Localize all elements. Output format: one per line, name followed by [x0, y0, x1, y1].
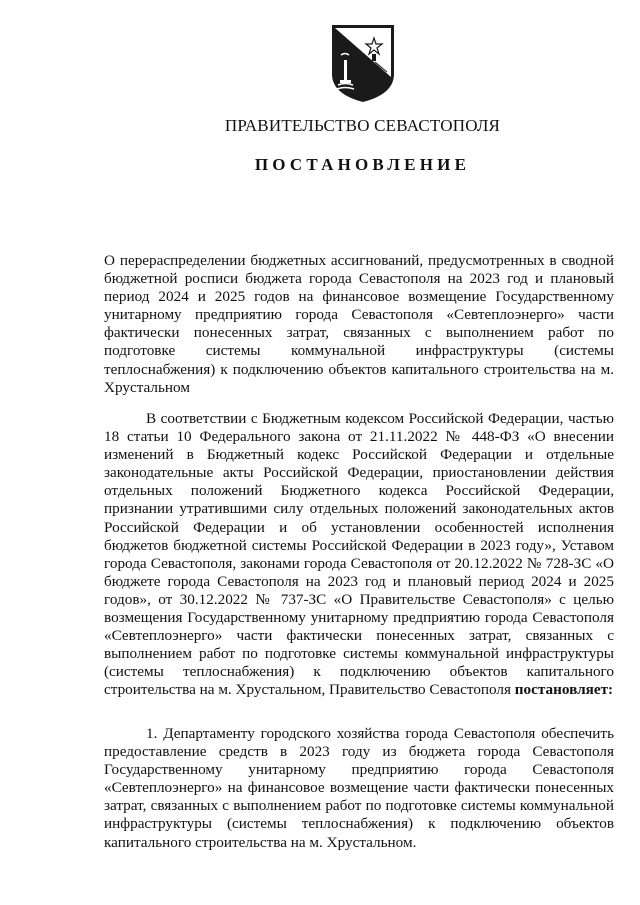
- preamble-text: В соответствии с Бюджетным кодексом Российской Федерации, частью 18 статьи 10 Федерального закона от 21.11.2022 № 448-ФЗ «О внесении изменений в Бюджетный кодекс Российской Федерации и отдельные законодательные акты Российской Федерации, приостановлении действия отдельных положений Бюджетного кодекса Российской Федерации, признании утратившими силу отдельных положений законодательных актов Российской Федерации и об установлении особенностей исполнения бюджетов бюджетной системы Российской Федерации в 2023 году», Уставом города Севастополя, законами города Севастополя от 20.12.2022 № 728-ЗС «О бюджете города Севастополя на 2023 год и плановый период 2024 и 2025 годов», от 30.12.2022 № 737-ЗС «О Правительстве Севастополя» с целью возмещения Государственному унитарному предприятию города Севастополя «Севтеплоэнерго» части фактически понесенных затрат, связанных с выполнением работ по подготовке системы коммунальной инфраструктуры (системы теплоснабжения) к подключению объектов капитального строительства на м. Хрустальном, Правительство Севастополя: [104, 410, 614, 699]
- organization-title: ПРАВИТЕЛЬСТВО СЕВАСТОПОЛЯ: [224, 116, 501, 135]
- resolves-keyword: постановляет:: [514, 681, 614, 699]
- resolution-subject: О перераспределении бюджетных ассигнований, предусмотренных в сводной бюджетной росписи бюджета города Севастополя на 2023 год и плановый период 2024 и 2025 годов на финансовое возмещение Государственному унитарному предприятию города Севастополя «Севтеплоэнерго» части фактически понесенных затрат, связанных с выполнением работ по подготовке системы коммунальной инфраструктуры (системы теплоснабжения) к подключению объектов капитального строительства на м. Хрустальном: [104, 252, 614, 396]
- resolution-item-1: 1. Департаменту городского хозяйства города Севастополя обеспечить предоставление средств в 2023 году из бюджета города Севастополя Государственному унитарному предприятию города Севастополя «Севтеплоэнерго» на финансовое возмещение части фактически понесенных затрат, связанных с выполнением работ по подготовке системы коммунальной инфраструктуры (системы теплоснабжения) к подключению объектов капитального строительства на м. Хрустальном.: [104, 725, 614, 851]
- preamble-paragraph: [104, 410, 614, 700]
- coat-of-arms-icon: [329, 22, 397, 104]
- document-type-heading: ПОСТАНОВЛЕНИЕ: [254, 155, 471, 174]
